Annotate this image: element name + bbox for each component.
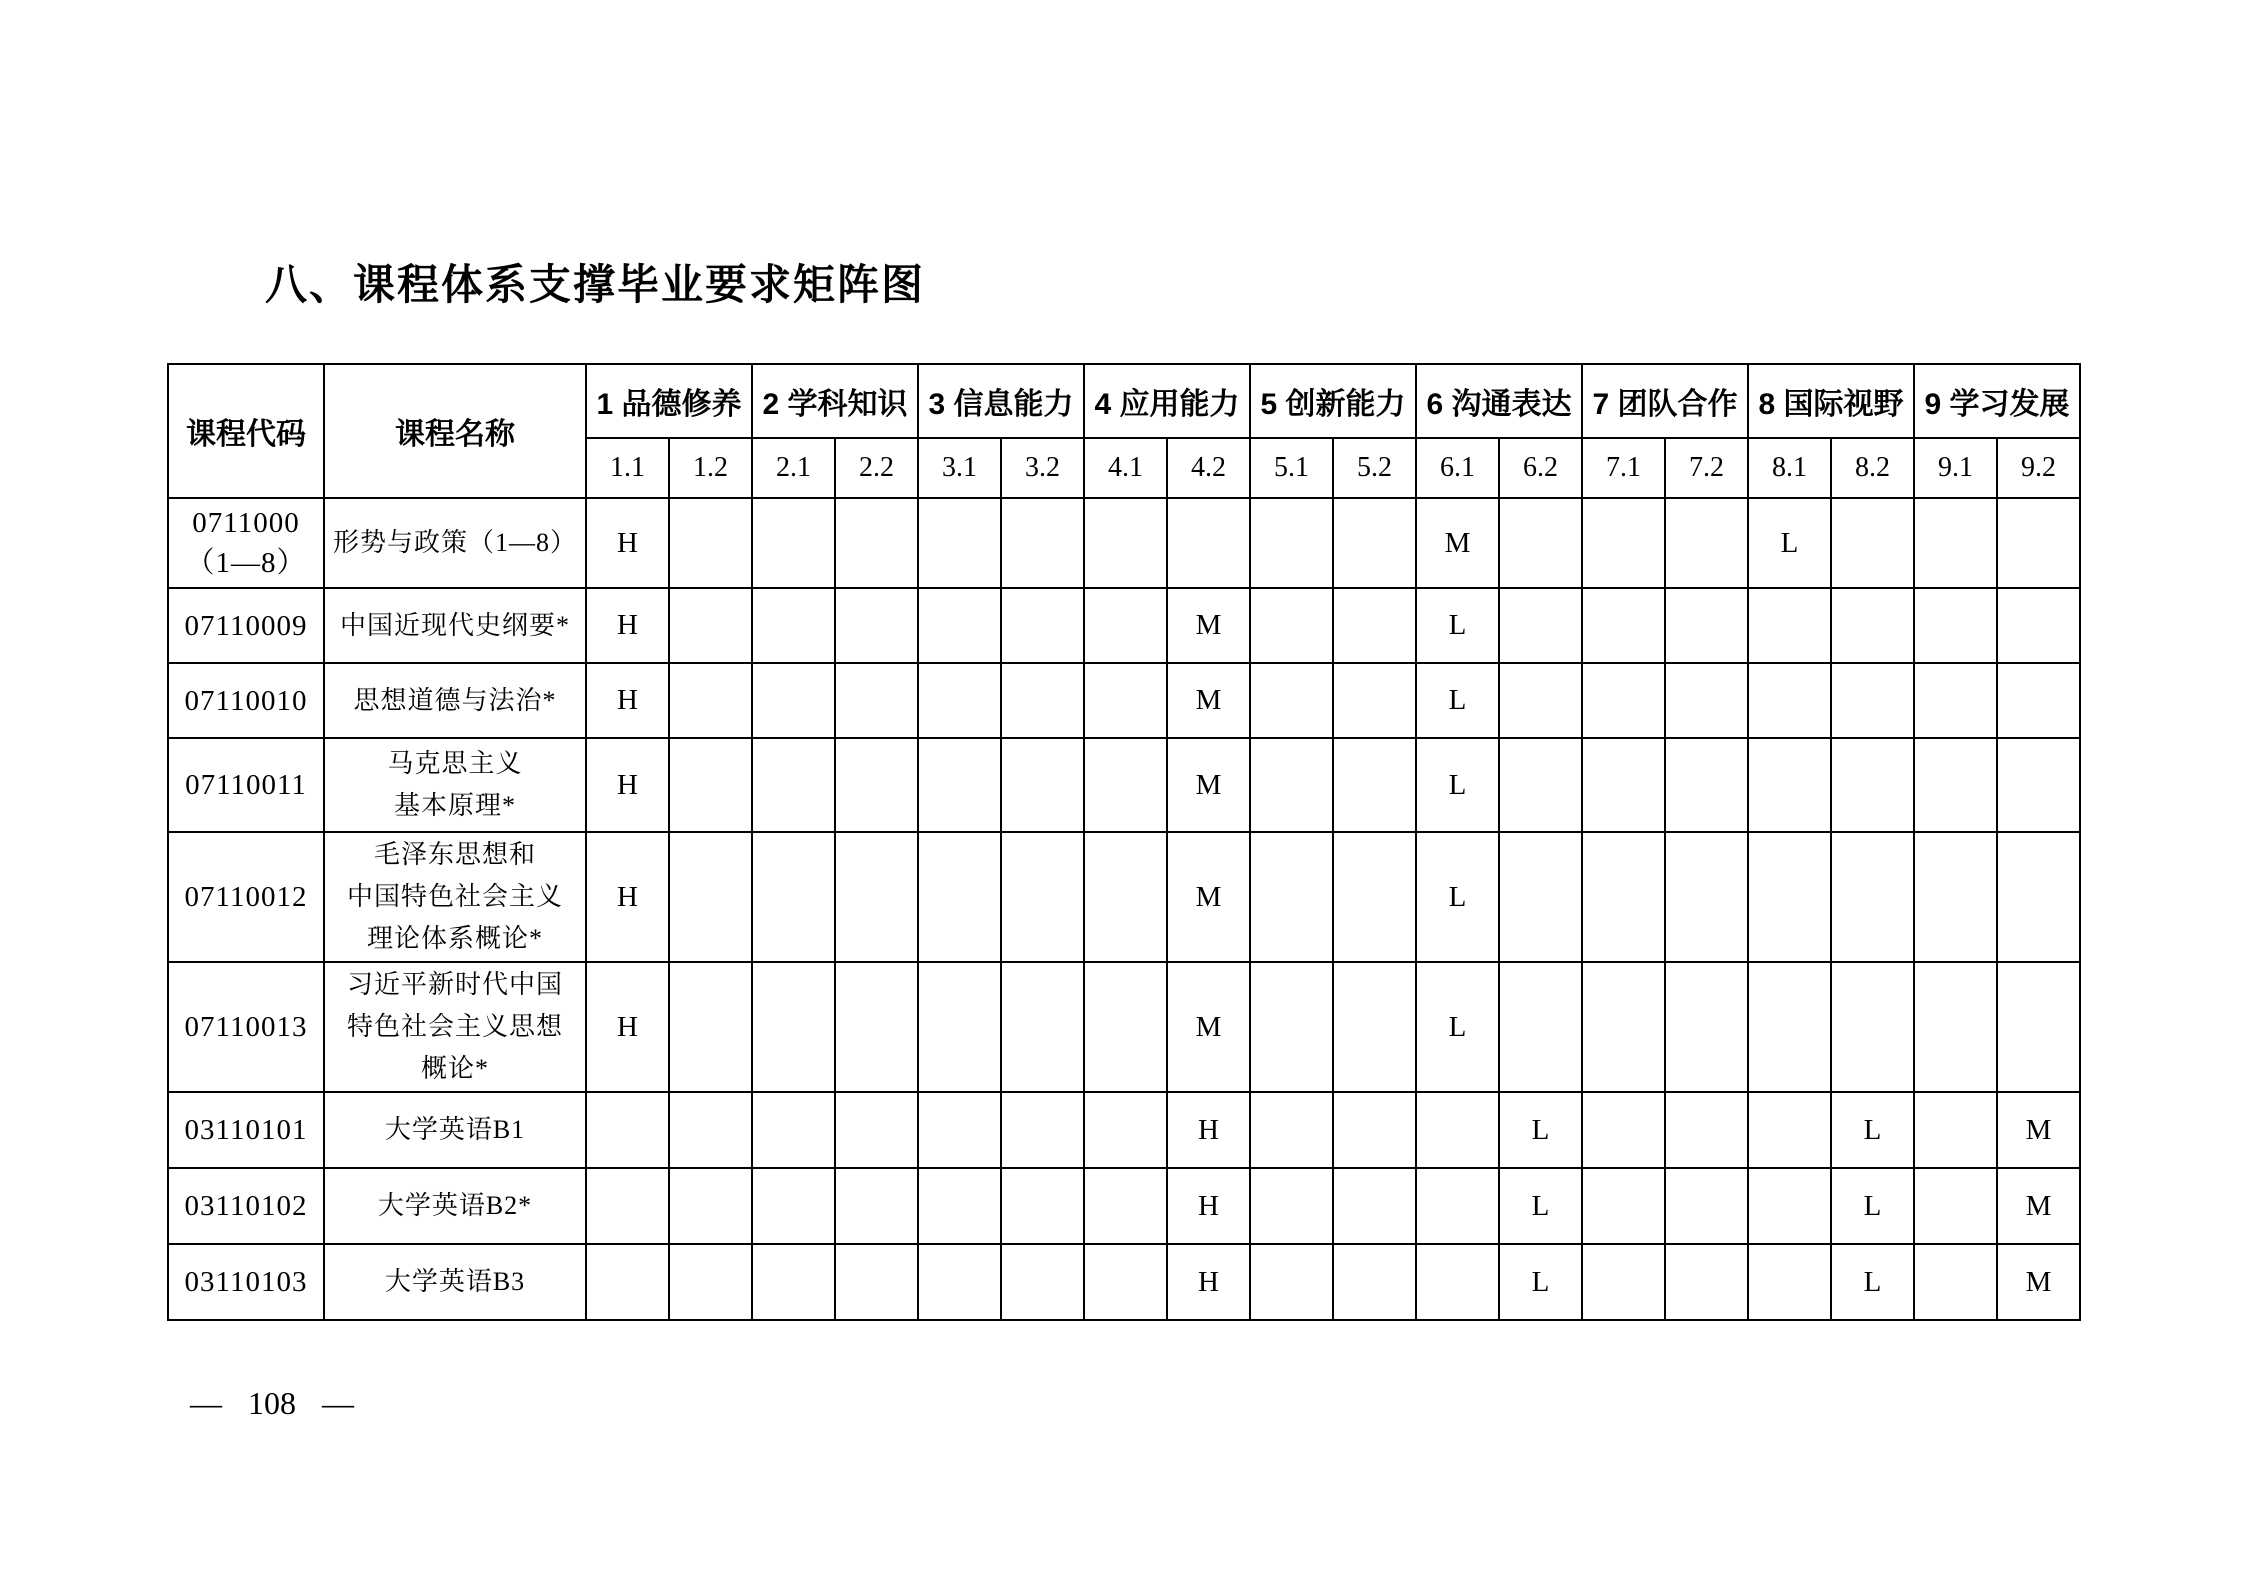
- mark-cell: [1333, 663, 1416, 738]
- header-group-5: 5 创新能力: [1250, 364, 1416, 438]
- mark-cell: [1499, 663, 1582, 738]
- mark-cell: M: [1167, 832, 1250, 962]
- mark-cell: H: [586, 832, 669, 962]
- mark-cell: [586, 1092, 669, 1168]
- mark-cell: [1333, 1244, 1416, 1320]
- mark-cell: [1084, 832, 1167, 962]
- header-sub-indicator: 2.2: [835, 438, 918, 498]
- mark-cell: [1001, 738, 1084, 832]
- course-name-line: 大学英语B3: [384, 1267, 526, 1296]
- mark-cell: [1250, 588, 1333, 663]
- course-name-line: 中国近现代史纲要*: [339, 610, 570, 640]
- mark-cell: [1084, 663, 1167, 738]
- course-name-line: 思想道德与法治*: [353, 685, 557, 715]
- mark-cell: [1748, 588, 1831, 663]
- table-row: [168, 832, 2080, 962]
- mark-cell: [752, 588, 835, 663]
- mark-cell: [1333, 498, 1416, 588]
- mark-cell: [1665, 498, 1748, 588]
- mark-cell: [586, 1244, 669, 1320]
- mark-cell: [1831, 738, 1914, 832]
- mark-cell: H: [1167, 1168, 1250, 1244]
- course-code-line: 0711000: [192, 507, 300, 539]
- mark-cell: [1997, 832, 2080, 962]
- mark-cell: [752, 832, 835, 962]
- header-group-1: 1 品德修养: [586, 364, 752, 438]
- mark-cell: [1831, 832, 1914, 962]
- mark-cell: [1748, 738, 1831, 832]
- mark-cell: H: [586, 663, 669, 738]
- mark-cell: [1250, 1168, 1333, 1244]
- mark-cell: [1665, 832, 1748, 962]
- course-code-cell: [168, 498, 324, 588]
- mark-cell: [1997, 498, 2080, 588]
- mark-cell: [1665, 588, 1748, 663]
- mark-cell: [1582, 1168, 1665, 1244]
- course-code-line: 03110103: [184, 1266, 308, 1298]
- mark-cell: [1665, 1168, 1748, 1244]
- mark-cell: [1084, 962, 1167, 1092]
- course-code-line: 07110013: [184, 1011, 308, 1043]
- mark-cell: L: [1416, 663, 1499, 738]
- mark-cell: L: [1499, 1244, 1582, 1320]
- course-name-cell: [324, 588, 586, 663]
- header-sub-indicator: 5.1: [1250, 438, 1333, 498]
- mark-cell: L: [1499, 1168, 1582, 1244]
- header-group-2: 2 学科知识: [752, 364, 918, 438]
- header-group-7: 7 团队合作: [1582, 364, 1748, 438]
- mark-cell: L: [1831, 1168, 1914, 1244]
- mark-cell: [1997, 663, 2080, 738]
- mark-cell: [1997, 588, 2080, 663]
- mark-cell: [1665, 1244, 1748, 1320]
- mark-cell: L: [1416, 832, 1499, 962]
- mark-cell: [1250, 1092, 1333, 1168]
- header-group-4: 4 应用能力: [1084, 364, 1250, 438]
- table-row: [168, 1168, 2080, 1244]
- mark-cell: [752, 738, 835, 832]
- mark-cell: [918, 588, 1001, 663]
- mark-cell: [752, 663, 835, 738]
- mark-cell: H: [1167, 1092, 1250, 1168]
- mark-cell: [1333, 832, 1416, 962]
- course-name-cell: [324, 738, 586, 832]
- table-row: [168, 588, 2080, 663]
- matrix-table: [167, 363, 2081, 1321]
- mark-cell: [1748, 663, 1831, 738]
- table-row: [168, 962, 2080, 1092]
- mark-cell: [835, 832, 918, 962]
- mark-cell: [752, 1092, 835, 1168]
- mark-cell: [1665, 663, 1748, 738]
- mark-cell: [669, 1168, 752, 1244]
- mark-cell: [835, 962, 918, 1092]
- course-code-line: 03110102: [184, 1190, 308, 1222]
- mark-cell: [1831, 663, 1914, 738]
- mark-cell: [669, 1092, 752, 1168]
- header-sub-indicator: 4.1: [1084, 438, 1167, 498]
- mark-cell: [1001, 663, 1084, 738]
- mark-cell: [1499, 498, 1582, 588]
- mark-cell: L: [1831, 1092, 1914, 1168]
- course-name-line: 概论*: [420, 1054, 489, 1083]
- mark-cell: [1333, 738, 1416, 832]
- mark-cell: M: [1997, 1244, 2080, 1320]
- course-code-cell: [168, 962, 324, 1092]
- table-row: [168, 738, 2080, 832]
- mark-cell: [918, 663, 1001, 738]
- mark-cell: [1748, 1092, 1831, 1168]
- mark-cell: M: [1167, 738, 1250, 832]
- mark-cell: H: [586, 962, 669, 1092]
- course-code-cell: [168, 1092, 324, 1168]
- mark-cell: [918, 1168, 1001, 1244]
- mark-cell: [1914, 588, 1997, 663]
- mark-cell: [835, 1244, 918, 1320]
- mark-cell: [1914, 1092, 1997, 1168]
- course-code-line: 03110101: [184, 1114, 308, 1146]
- mark-cell: [669, 832, 752, 962]
- mark-cell: [1914, 738, 1997, 832]
- mark-cell: [1333, 962, 1416, 1092]
- mark-cell: [1665, 1092, 1748, 1168]
- mark-cell: M: [1167, 663, 1250, 738]
- mark-cell: [1997, 738, 2080, 832]
- course-code-line: 07110009: [184, 609, 308, 642]
- table-row: [168, 1244, 2080, 1320]
- mark-cell: [1748, 962, 1831, 1092]
- mark-cell: L: [1416, 738, 1499, 832]
- header-course-name: 课程名称: [324, 364, 586, 498]
- page-number: — 108 —: [190, 1385, 354, 1421]
- course-name-line: 基本原理*: [393, 791, 516, 820]
- mark-cell: [752, 1168, 835, 1244]
- mark-cell: [1748, 1244, 1831, 1320]
- mark-cell: [1001, 1168, 1084, 1244]
- mark-cell: [918, 832, 1001, 962]
- mark-cell: [1582, 1244, 1665, 1320]
- course-name-cell: [324, 832, 586, 962]
- course-code-cell: [168, 1168, 324, 1244]
- mark-cell: [1665, 738, 1748, 832]
- mark-cell: L: [1416, 588, 1499, 663]
- mark-cell: H: [586, 498, 669, 588]
- course-name-cell: [324, 1244, 586, 1320]
- course-name-cell: [324, 498, 586, 588]
- mark-cell: [1914, 1168, 1997, 1244]
- course-code-cell: [168, 1244, 324, 1320]
- mark-cell: [1582, 663, 1665, 738]
- header-sub-indicator: 9.1: [1914, 438, 1997, 498]
- mark-cell: [1582, 1092, 1665, 1168]
- mark-cell: [1831, 962, 1914, 1092]
- course-name-line: 大学英语B1: [384, 1115, 526, 1144]
- header-group-8: 8 国际视野: [1748, 364, 1914, 438]
- table-row: [168, 1092, 2080, 1168]
- header-sub-indicator: 5.2: [1333, 438, 1416, 498]
- mark-cell: [918, 498, 1001, 588]
- mark-cell: [918, 962, 1001, 1092]
- mark-cell: [1250, 962, 1333, 1092]
- mark-cell: L: [1831, 1244, 1914, 1320]
- mark-cell: [1333, 1168, 1416, 1244]
- mark-cell: [1499, 832, 1582, 962]
- header-group-3: 3 信息能力: [918, 364, 1084, 438]
- mark-cell: [1250, 498, 1333, 588]
- mark-cell: [752, 498, 835, 588]
- mark-cell: [1831, 588, 1914, 663]
- mark-cell: [1582, 588, 1665, 663]
- course-name-line: 大学英语B2*: [377, 1191, 533, 1220]
- header-sub-indicator: 3.2: [1001, 438, 1084, 498]
- mark-cell: L: [1748, 498, 1831, 588]
- mark-cell: [1416, 1092, 1499, 1168]
- mark-cell: [1499, 962, 1582, 1092]
- course-code-cell: [168, 588, 324, 663]
- course-name-line: 中国特色社会主义: [346, 882, 563, 911]
- mark-cell: M: [1167, 962, 1250, 1092]
- mark-cell: [1582, 962, 1665, 1092]
- mark-cell: [1333, 588, 1416, 663]
- header-group-6: 6 沟通表达: [1416, 364, 1582, 438]
- mark-cell: [1084, 1092, 1167, 1168]
- mark-cell: [835, 588, 918, 663]
- course-name-line: 理论体系概论*: [366, 924, 543, 953]
- header-sub-indicator: 1.2: [669, 438, 752, 498]
- mark-cell: [1997, 962, 2080, 1092]
- mark-cell: [835, 738, 918, 832]
- mark-cell: [835, 663, 918, 738]
- mark-cell: [1001, 1244, 1084, 1320]
- mark-cell: M: [1416, 498, 1499, 588]
- mark-cell: [1914, 962, 1997, 1092]
- mark-cell: [669, 663, 752, 738]
- mark-cell: [1001, 832, 1084, 962]
- header-sub-indicator: 8.1: [1748, 438, 1831, 498]
- mark-cell: H: [586, 588, 669, 663]
- mark-cell: [918, 1092, 1001, 1168]
- course-name-cell: [324, 1168, 586, 1244]
- mark-cell: [1748, 1168, 1831, 1244]
- mark-cell: [1582, 832, 1665, 962]
- mark-cell: [752, 962, 835, 1092]
- mark-cell: M: [1167, 588, 1250, 663]
- mark-cell: [586, 1168, 669, 1244]
- mark-cell: [1499, 738, 1582, 832]
- mark-cell: [1084, 738, 1167, 832]
- mark-cell: M: [1997, 1092, 2080, 1168]
- mark-cell: [835, 1092, 918, 1168]
- mark-cell: [1084, 498, 1167, 588]
- mark-cell: [1084, 1244, 1167, 1320]
- mark-cell: [669, 498, 752, 588]
- header-sub-indicator: 2.1: [752, 438, 835, 498]
- course-name-line: 习近平新时代中国: [346, 970, 563, 999]
- course-name-line: 形势与政策（1—8）: [332, 528, 577, 557]
- mark-cell: [1084, 588, 1167, 663]
- course-code-line: 07110010: [184, 684, 308, 717]
- mark-cell: [669, 738, 752, 832]
- mark-cell: L: [1416, 962, 1499, 1092]
- mark-cell: [1001, 498, 1084, 588]
- course-name-cell: [324, 962, 586, 1092]
- header-sub-indicator: 9.2: [1997, 438, 2080, 498]
- mark-cell: [1167, 498, 1250, 588]
- mark-cell: [1499, 588, 1582, 663]
- course-code-cell: [168, 663, 324, 738]
- mark-cell: [669, 1244, 752, 1320]
- mark-cell: [1914, 498, 1997, 588]
- course-name-cell: [324, 663, 586, 738]
- mark-cell: [1914, 1244, 1997, 1320]
- mark-cell: [1333, 1092, 1416, 1168]
- mark-cell: [1582, 738, 1665, 832]
- header-group-9: 9 学习发展: [1914, 364, 2080, 438]
- mark-cell: [1250, 1244, 1333, 1320]
- mark-cell: [669, 962, 752, 1092]
- mark-cell: [1914, 663, 1997, 738]
- mark-cell: [1001, 588, 1084, 663]
- mark-cell: [1084, 1168, 1167, 1244]
- header-sub-indicator: 7.1: [1582, 438, 1665, 498]
- header-sub-indicator: 8.2: [1831, 438, 1914, 498]
- mark-cell: [1914, 832, 1997, 962]
- mark-cell: [1001, 1092, 1084, 1168]
- table-row: [168, 663, 2080, 738]
- mark-cell: H: [1167, 1244, 1250, 1320]
- course-code-line: （1—8）: [185, 547, 307, 579]
- mark-cell: [1748, 832, 1831, 962]
- header-sub-indicator: 4.2: [1167, 438, 1250, 498]
- mark-cell: [1416, 1168, 1499, 1244]
- mark-cell: [835, 498, 918, 588]
- mark-cell: [1416, 1244, 1499, 1320]
- course-name-line: 马克思主义: [387, 749, 523, 778]
- course-code-cell: [168, 832, 324, 962]
- mark-cell: [918, 738, 1001, 832]
- course-name-line: 特色社会主义思想: [346, 1012, 563, 1041]
- header-sub-indicator: 7.2: [1665, 438, 1748, 498]
- header-sub-indicator: 6.2: [1499, 438, 1582, 498]
- mark-cell: [1001, 962, 1084, 1092]
- mark-cell: [918, 1244, 1001, 1320]
- header-sub-indicator: 6.1: [1416, 438, 1499, 498]
- mark-cell: [835, 1168, 918, 1244]
- mark-cell: [1250, 663, 1333, 738]
- mark-cell: [669, 588, 752, 663]
- course-code-line: 07110012: [184, 881, 308, 913]
- table-row: [168, 498, 2080, 588]
- header-course-code: 课程代码: [168, 364, 324, 498]
- mark-cell: [1831, 498, 1914, 588]
- course-code-line: 07110011: [185, 769, 307, 801]
- mark-cell: L: [1499, 1092, 1582, 1168]
- header-sub-indicator: 1.1: [586, 438, 669, 498]
- course-code-cell: [168, 738, 324, 832]
- mark-cell: M: [1997, 1168, 2080, 1244]
- mark-cell: [1665, 962, 1748, 1092]
- mark-cell: [752, 1244, 835, 1320]
- mark-cell: H: [586, 738, 669, 832]
- page-title: 八、课程体系支撑毕业要求矩阵图: [265, 261, 926, 308]
- course-name-line: 毛泽东思想和: [373, 840, 536, 869]
- mark-cell: [1582, 498, 1665, 588]
- mark-cell: [1250, 738, 1333, 832]
- mark-cell: [1250, 832, 1333, 962]
- header-sub-indicator: 3.1: [918, 438, 1001, 498]
- course-name-cell: [324, 1092, 586, 1168]
